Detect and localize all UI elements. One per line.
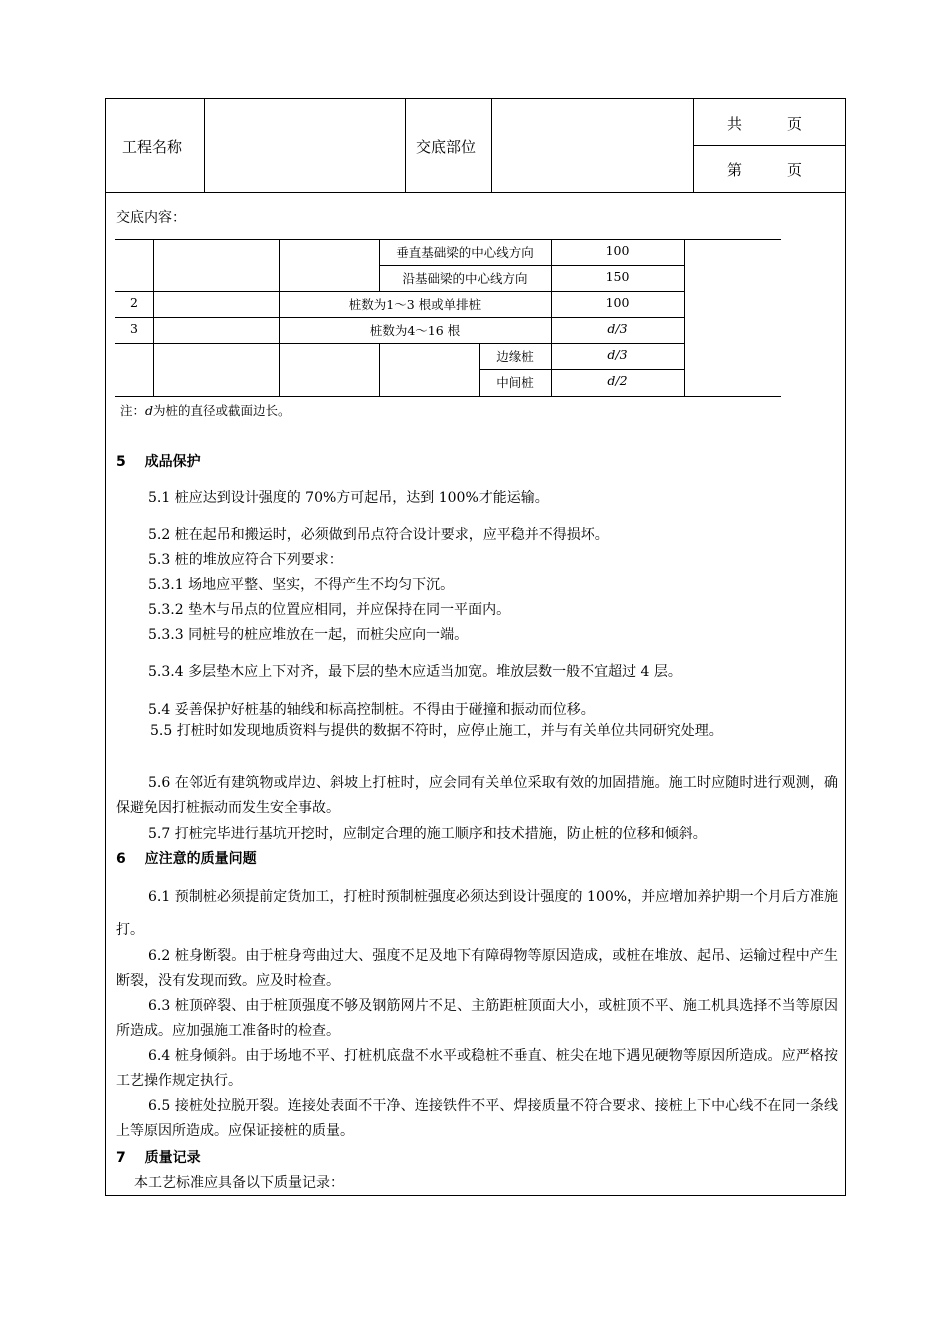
section-heading: 6 应注意的质量问题 [116, 851, 257, 867]
table-rule [379, 343, 380, 396]
table-cell: 边缘桩 [496, 349, 534, 364]
paragraph: 5.3.1 场地应平整、坚实，不得产生不均匀下沉。 [148, 577, 455, 593]
paragraph: 5.3 桩的堆放应符合下列要求： [148, 552, 343, 568]
table-cell: 3 [130, 321, 138, 336]
table-rule [379, 265, 684, 266]
table-rule [115, 396, 781, 397]
paragraph: 5.6 在邻近有建筑物或岸边、斜坡上打桩时，应会同有关单位采取有效的加固措施。施工时应随时进行观测，确保避免因打桩振动而发生安全事故。 [116, 775, 838, 816]
paragraph: 5.4 妥善保护好桩基的轴线和标高控制桩。不得由于碰撞和振动而位移。 [148, 702, 595, 718]
table-cell: 沿基础梁的中心线方向 [402, 271, 528, 286]
content-label: 交底内容： [116, 210, 186, 226]
section-heading: 7 质量记录 [116, 1150, 201, 1166]
table-cell: 桩数为4～16 根 [369, 323, 461, 338]
paragraph: 6.4 桩身倾斜。由于场地不平、打桩机底盘不水平或稳桩不垂直、桩尖在地下遇见硬物等原因所造成。应严格按工艺操作规定执行。 [116, 1048, 838, 1089]
paragraph: 5.2 桩在起吊和搬运时，必须做到吊点符合设计要求，应平稳并不得损坏。 [148, 527, 609, 543]
document-frame [105, 98, 846, 1196]
table-cell: 桩数为1～3 根或单排桩 [348, 297, 482, 312]
table-cell: 100 [605, 295, 630, 310]
table-rule [279, 239, 280, 396]
table-cell: 150 [605, 269, 630, 284]
paragraph: 5.1 桩应达到设计强度的 70%方可起吊，达到 100%才能运输。 [148, 490, 549, 506]
paragraph: 6.5 接桩处拉脱开裂。连接处表面不干净、连接铁件不平、焊接质量不符合要求、接桩上下中心线不在同一条线上等原因所造成。应保证接桩的质量。 [116, 1098, 838, 1139]
table-cell: 垂直基础梁的中心线方向 [396, 245, 534, 260]
table-rule [115, 317, 684, 318]
header-divider [204, 99, 205, 192]
header-grid [106, 99, 845, 193]
table-rule [115, 291, 684, 292]
table-note: 注：d为桩的直径或截面边长。 [120, 403, 291, 418]
table-rule [479, 369, 684, 370]
paragraph: 6.2 桩身断裂。由于桩身弯曲过大、强度不足及地下有障碍物等原因造成，或桩在堆放、起吊、运输过程中产生断裂，没有发现而致。应及时检查。 [116, 948, 838, 989]
location-label: 交底部位 [416, 138, 477, 156]
section-heading: 5 成品保护 [116, 454, 201, 470]
table-cell: d/3 [607, 321, 628, 336]
header-divider [693, 145, 845, 146]
table-cell: 2 [130, 295, 138, 310]
table-cell: d/2 [607, 373, 628, 388]
paragraph: 5.3.2 垫木与吊点的位置应相同，并应保持在同一平面内。 [148, 602, 511, 618]
table-rule [153, 239, 154, 396]
table-cell: d/3 [607, 347, 628, 362]
table-cell: 100 [605, 243, 630, 258]
spacing-table [115, 239, 781, 397]
paragraph: 5.7 打桩完毕进行基坑开挖时，应制定合理的施工顺序和技术措施，防止桩的位移和倾斜。 [148, 826, 707, 842]
table-rule [115, 343, 684, 344]
paragraph: 6.3 桩顶碎裂、由于桩顶强度不够及钢筋网片不足、主筋距桩顶面大小，或桩顶不平、施工机具选择不当等原因所造成。应加强施工准备时的检查。 [116, 998, 838, 1039]
paragraph: 5.5 打桩时如发现地质资料与提供的数据不符时，应停止施工，并与有关单位共同研究处理。 [150, 723, 723, 739]
header-divider [491, 99, 492, 192]
page-number: 第 页 [727, 161, 803, 179]
table-rule [684, 239, 685, 396]
project-name-label: 工程名称 [122, 138, 183, 156]
total-pages: 共 页 [727, 115, 803, 133]
paragraph: 5.3.4 多层垫木应上下对齐，最下层的垫木应适当加宽。堆放层数一般不宜超过 4 层。 [148, 664, 682, 680]
header-divider [405, 99, 406, 192]
paragraph: 本工艺标准应具备以下质量记录： [134, 1175, 344, 1191]
table-cell: 中间桩 [496, 375, 534, 390]
paragraph: 5.3.3 同桩号的桩应堆放在一起，而桩尖应向一端。 [148, 627, 469, 643]
table-rule [115, 239, 781, 240]
paragraph: 6.1 预制桩必须提前定货加工，打桩时预制桩强度必须达到设计强度的 100%，并应增加养护期一个月后方准施打。 [116, 889, 838, 938]
